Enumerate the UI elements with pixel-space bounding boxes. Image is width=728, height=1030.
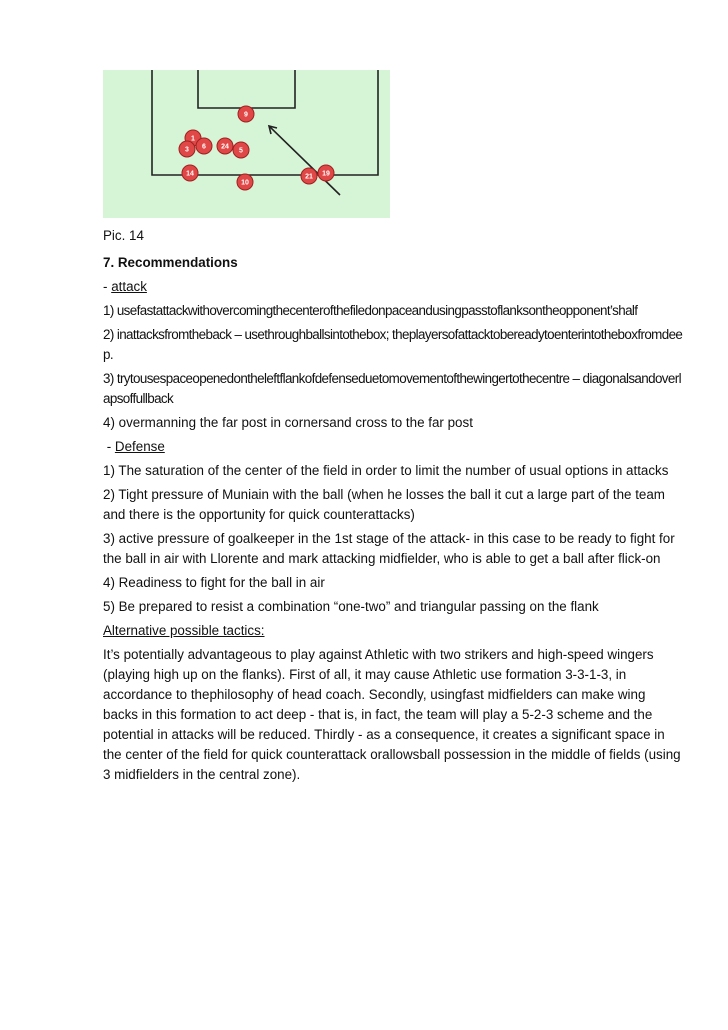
defense-item: 1) The saturation of the center of the field in order to limit the number of usual options in attacks — [103, 463, 669, 478]
player-number: 19 — [322, 170, 330, 178]
defense-item: 4) Readiness to fight for the ball in air — [103, 575, 325, 590]
player-number: 21 — [305, 173, 313, 181]
player-marker — [182, 165, 198, 181]
attack-subheading — [103, 277, 683, 297]
player-number: 1 — [191, 135, 195, 143]
alternative-tactics-title: Alternative possible tactics: — [103, 623, 265, 638]
attack-item: 3) trytousespaceopenedontheleftflankofdefenseduetomovementofthewingertothecentre – diagonalsandoverlapsoffullback — [103, 371, 681, 406]
attack-item: 4) overmanning the far post in cornersand cross to the far post — [103, 415, 473, 430]
player-number: 3 — [185, 146, 189, 154]
player-number: 14 — [186, 170, 194, 178]
player-number: 5 — [239, 147, 243, 155]
player-marker — [301, 168, 317, 184]
player-marker — [196, 138, 212, 154]
defense-subheading — [103, 437, 683, 457]
section-heading: 7. Recommendations — [103, 255, 238, 270]
player-number: 10 — [241, 179, 249, 187]
tactics-diagram — [103, 70, 390, 218]
defense-item: 2) Tight pressure of Muniain with the ball (when he losses the ball it cut a large part of the team and there is the opportunity for quick counterattacks) — [103, 487, 665, 522]
player-number: 9 — [244, 111, 248, 119]
attack-item: 2) inattacksfromtheback – usethroughballsintothebox; theplayersofattacktobereadytoenterintotheboxfromdeep. — [103, 327, 683, 362]
defense-item: 5) Be prepared to resist a combination “one-two” and triangular passing on the flank — [103, 599, 599, 614]
player-marker — [179, 141, 195, 157]
figure-caption: Pic. 14 — [103, 228, 144, 243]
player-number: 24 — [221, 143, 229, 151]
alternative-tactics-paragraph: It’s potentially advantageous to play against Athletic with two strikers and high-speed wingers (playing high up on the flanks). First of all, it may cause Athletic use formation 3-3-1-3, in accordance to thephilosophy of head coach. Secondly, usingfast midfielders can make wing backs in this formation to act deep - that is, in fact, the team will play a 5-2-3 scheme and the potential in attacks will be reduced. Thirdly - as a consequence, it creates a significant space in the center of the field for quick counterattack orallowsball possession in the middle of fields (using 3 midfielders in the central zone). — [103, 647, 681, 782]
attack-label: attack — [111, 279, 147, 294]
player-marker — [237, 174, 253, 190]
attack-prefix: - — [103, 279, 112, 294]
player-marker — [217, 138, 233, 154]
defense-item: 3) active pressure of goalkeeper in the 1st stage of the attack- in this case to be ready to fight for the ball in air with Llorente and mark attacking midfielder, who is able to get a ball after flick-on — [103, 531, 675, 566]
document-body — [103, 226, 683, 789]
player-number: 6 — [202, 143, 206, 151]
attack-item: 1) usefastattackwithovercomingthecenterofthefiledonpaceandusingpasstoflanksontheopponent’shalf — [103, 303, 638, 318]
player-marker — [318, 165, 334, 181]
defense-label: Defense — [114, 439, 165, 454]
pitch-svg — [103, 70, 390, 218]
player-marker — [238, 106, 254, 122]
player-marker — [233, 142, 249, 158]
defense-prefix: - — [103, 439, 115, 454]
